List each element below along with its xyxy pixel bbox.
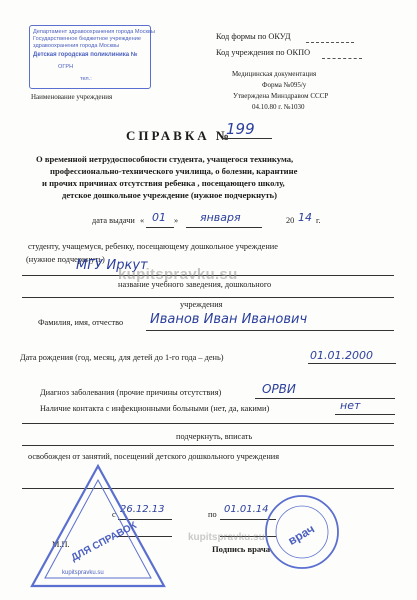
- quote-close: »: [174, 216, 179, 225]
- issue-year: 14: [298, 211, 312, 224]
- contact-label: Наличие контакта с инфекционными больными (нет, да, какими): [40, 404, 270, 413]
- diagnosis-label: Диагноз заболевания (прочие причины отсутствия): [40, 388, 222, 397]
- fio-label: Фамилия, имя, отчество: [38, 318, 124, 327]
- period-to-label: по: [208, 510, 217, 519]
- contact-value: нет: [340, 399, 361, 412]
- heading-line: О временной нетрудоспособности студента, учащегося техникума,: [36, 154, 294, 164]
- period-from-label: с: [112, 510, 116, 519]
- stamp-line: тел.:: [80, 76, 92, 82]
- doctor-signature-label: Подпись врача: [212, 544, 271, 554]
- med-doc-label: Медицинская документация: [232, 70, 317, 78]
- stamp-line: ОГРН: [58, 64, 74, 70]
- approved-date: 04.10.80 г. №1030: [252, 103, 305, 111]
- diagnosis-value: ОРВИ: [262, 382, 296, 396]
- issue-day: 01: [152, 211, 166, 224]
- issue-date-label: дата выдачи: [92, 216, 135, 225]
- underline-hint: подчеркнуть, вписать: [176, 432, 253, 441]
- recipient-type-line: студенту, учащемуся, ребенку, посещающему дошкольное учреждение: [28, 242, 278, 251]
- period-from-value: 26.12.13: [120, 504, 165, 515]
- form-number: Форма №095/у: [262, 81, 307, 89]
- institution-stamp: [29, 25, 155, 89]
- triangle-stamp: [28, 462, 168, 592]
- heading-line: детское дошкольное учреждение (нужное подчеркнуть): [62, 190, 277, 200]
- school-caption: название учебного заведения, дошкольного: [118, 280, 272, 289]
- issue-month: января: [200, 211, 241, 224]
- certificate-number: 199: [226, 120, 255, 138]
- school-caption: учреждения: [180, 300, 223, 309]
- stamp-line: Государственное бюджетное учреждение: [33, 36, 141, 42]
- released-label: освобожден от занятий, посещений детского дошкольного учреждения: [28, 452, 280, 461]
- birth-value: 01.01.2000: [310, 349, 373, 362]
- heading-line: профессионально-технического училища, о болезни, карантине: [50, 166, 298, 176]
- heading-line: и прочих причинах отсутствия ребенка , посещающего школу,: [42, 178, 285, 188]
- document-title: СПРАВКА №: [126, 128, 232, 143]
- round-stamp: [262, 492, 342, 572]
- fio-value: Иванов Иван Иванович: [150, 312, 308, 327]
- institution-label: Наименование учреждения: [31, 93, 113, 101]
- approved-by: Утверждена Минздравом СССР: [233, 92, 329, 100]
- okud-label: Код формы по ОКУД: [216, 32, 291, 41]
- stamp-line: Детская городская поликлиника №: [33, 52, 138, 58]
- issue-year-prefix: 20: [286, 216, 295, 225]
- triangle-stamp-text: kupitspravku.su: [62, 570, 104, 576]
- period-to-value: 01.01.14: [224, 504, 269, 515]
- stamp-line: здравоохранения города Москвы: [33, 43, 120, 49]
- round-stamp-text: врач: [285, 521, 317, 548]
- quote-open: «: [140, 216, 145, 225]
- okpo-label: Код учреждения по ОКПО: [216, 48, 311, 57]
- triangle-stamp-text: ДЛЯ СПРАВОК: [69, 520, 139, 564]
- birth-label: Дата рождения (год, месяц, для детей до 1-го года – день): [20, 353, 224, 362]
- watermark: kupitspravku.su: [118, 266, 238, 283]
- issue-year-suffix: г.: [316, 216, 321, 225]
- recipient-type-hint: (нужное подчеркнуть): [26, 255, 105, 264]
- stamp-line: Департамент здравоохранения города Москвы: [33, 29, 155, 35]
- school-name-value: МГУ Иркут: [76, 258, 148, 273]
- watermark-small: kupitspravku.su: [188, 532, 265, 543]
- mp-label: М.П.: [52, 540, 70, 549]
